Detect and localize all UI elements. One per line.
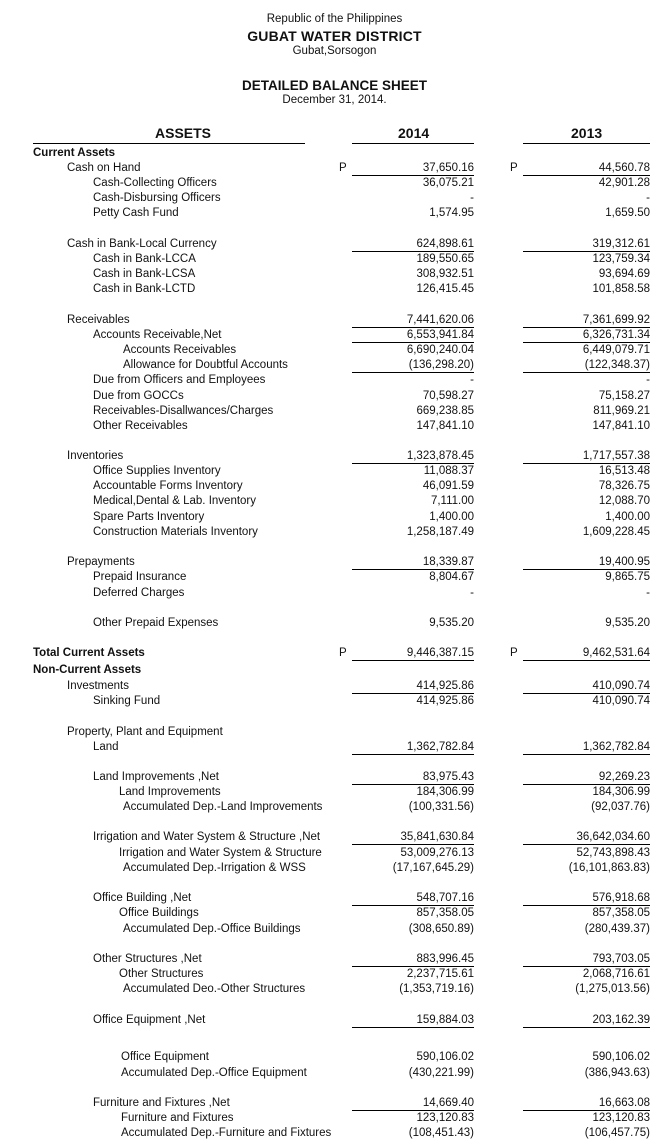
peso-sign-2013: P (510, 162, 518, 174)
table-row (0, 525, 669, 540)
assets-column-header: ASSETS (155, 125, 212, 141)
row-label: Current Assets (33, 147, 116, 159)
value-2014: 9,535.20 (429, 617, 474, 629)
value-2013: 42,901.28 (598, 177, 650, 189)
value-2014: 2,237,715.61 (406, 968, 474, 980)
value-2014: 9,446,387.15 (406, 647, 474, 659)
document-title: DETAILED BALANCE SHEET (241, 78, 427, 93)
value-2013: 9,535.20 (605, 617, 650, 629)
value-2014: 857,358.05 (416, 907, 474, 919)
value-2013: 410,090.74 (592, 680, 650, 692)
row-label: Construction Materials Inventory (93, 526, 258, 538)
row-label: Cash-Disbursing Officers (93, 192, 221, 204)
table-row (0, 1096, 669, 1111)
table-row (0, 663, 669, 678)
row-label: Accumulated Deo.-Other Structures (123, 983, 306, 995)
table-row (0, 785, 669, 800)
government-line: Republic of the Philippines (266, 13, 403, 25)
value-2014: 70,598.27 (422, 390, 474, 402)
row-label: Irrigation and Water System & Structure (119, 847, 322, 859)
value-2013: 203,162.39 (592, 1014, 650, 1026)
value-2014: - (470, 587, 474, 599)
row-label: Non-Current Assets (33, 664, 142, 676)
value-2014: 6,553,941.84 (406, 329, 474, 341)
row-label: Allowance for Doubtful Accounts (123, 359, 288, 371)
value-2013: 184,306.99 (592, 786, 650, 798)
row-label: Office Building ,Net (93, 892, 192, 904)
table-row (0, 616, 669, 631)
table-row (0, 891, 669, 906)
assets-header-rule (33, 143, 305, 144)
year-2014-header-rule (352, 143, 474, 144)
table-row (0, 343, 669, 358)
value-2014: 1,323,878.45 (406, 450, 474, 462)
value-2013: 147,841.10 (592, 420, 650, 432)
table-row (0, 846, 669, 861)
value-2013: 12,088.70 (598, 495, 650, 507)
table-row (0, 830, 669, 845)
value-2013: (386,943.63) (584, 1067, 650, 1079)
row-label: Accumulated Dep.-Land Improvements (123, 801, 323, 813)
value-2013: (16,101,863.83) (568, 862, 650, 874)
value-2013: 123,759.34 (592, 253, 650, 265)
table-row (0, 952, 669, 967)
table-row (0, 328, 669, 343)
value-2014: - (470, 374, 474, 386)
row-label: Furniture and Fixtures (121, 1112, 234, 1124)
table-row (0, 800, 669, 815)
peso-sign-2014: P (339, 162, 347, 174)
document-date: December 31, 2014. (282, 94, 387, 106)
underline-2013 (523, 1027, 650, 1028)
row-label: Spare Parts Inventory (93, 511, 205, 523)
value-2013: 1,609,228.45 (582, 526, 650, 538)
value-2014: (17,167,645.29) (392, 862, 474, 874)
table-row (0, 373, 669, 388)
value-2013: 101,858.58 (592, 283, 650, 295)
value-2014: 7,111.00 (430, 495, 474, 507)
value-2014: 35,841,630.84 (400, 831, 474, 843)
table-row (0, 176, 669, 191)
value-2013: 1,659.50 (605, 207, 650, 219)
value-2014: (100,331.56) (408, 801, 474, 813)
value-2014: (430,221.99) (408, 1067, 474, 1079)
row-label: Accumulated Dep.-Irrigation & WSS (123, 862, 306, 874)
table-row (0, 510, 669, 525)
row-label: Due from Officers and Employees (93, 374, 266, 386)
organization-name: GUBAT WATER DISTRICT (247, 28, 422, 44)
table-row (0, 1013, 669, 1028)
table-row (0, 146, 669, 161)
value-2014: 548,707.16 (416, 892, 474, 904)
row-label: Office Buildings (119, 907, 199, 919)
value-2013: 590,106.02 (592, 1051, 650, 1063)
value-2014: - (470, 192, 474, 204)
table-row (0, 161, 669, 176)
row-label: Accountable Forms Inventory (93, 480, 243, 492)
row-label: Inventories (67, 450, 124, 462)
row-label: Cash on Hand (67, 162, 141, 174)
year-2013-header-rule (523, 143, 650, 144)
underline-2014 (352, 660, 474, 661)
value-2014: 36,075.21 (422, 177, 474, 189)
value-2014: 308,932.51 (416, 268, 474, 280)
row-label: Furniture and Fixtures ,Net (93, 1097, 230, 1109)
table-row (0, 1126, 669, 1141)
value-2013: - (646, 587, 650, 599)
value-2013: 16,513.48 (598, 465, 650, 477)
value-2013: 410,090.74 (592, 695, 650, 707)
underline-2014 (352, 1027, 474, 1028)
value-2013: (280,439.37) (584, 923, 650, 935)
value-2014: (1,353,719.16) (399, 983, 474, 995)
table-row (0, 694, 669, 709)
value-2013: 44,560.78 (598, 162, 650, 174)
table-row (0, 389, 669, 404)
value-2014: 590,106.02 (416, 1051, 474, 1063)
row-label: Prepaid Insurance (93, 571, 187, 583)
table-row (0, 679, 669, 694)
value-2014: 669,238.85 (416, 405, 474, 417)
value-2014: 83,975.43 (422, 771, 474, 783)
row-label: Accumulated Dep.-Office Buildings (123, 923, 301, 935)
value-2013: 19,400.95 (598, 556, 650, 568)
row-label: Other Receivables (93, 420, 188, 432)
value-2013: (1,275,013.56) (575, 983, 650, 995)
value-2014: 18,339.87 (422, 556, 474, 568)
table-row (0, 646, 669, 661)
table-row (0, 419, 669, 434)
underline-2014 (352, 844, 474, 845)
year-2014-column-header: 2014 (398, 125, 430, 141)
row-label: Other Structures (119, 968, 204, 980)
row-label: Cash in Bank-LCSA (93, 268, 196, 280)
row-label: Office Equipment (121, 1051, 210, 1063)
row-label: Cash in Bank-LCTD (93, 283, 196, 295)
value-2014: 883,996.45 (416, 953, 474, 965)
value-2013: 6,326,731.34 (582, 329, 650, 341)
value-2013: (92,037.76) (591, 801, 650, 813)
table-row (0, 967, 669, 982)
row-label: Petty Cash Fund (93, 207, 179, 219)
value-2013: 319,312.61 (592, 238, 650, 250)
table-row (0, 206, 669, 221)
table-row (0, 237, 669, 252)
row-label: Office Equipment ,Net (93, 1014, 206, 1026)
value-2014: 1,574.95 (429, 207, 474, 219)
table-row (0, 570, 669, 585)
row-label: Deferred Charges (93, 587, 185, 599)
row-label: Accumulated Dep.-Office Equipment (121, 1067, 307, 1079)
value-2013: 1,717,557.38 (582, 450, 650, 462)
value-2013: 7,361,699.92 (582, 314, 650, 326)
row-label: Receivables-Disallwances/Charges (93, 405, 274, 417)
row-label: Investments (67, 680, 129, 692)
table-row (0, 252, 669, 267)
row-label: Accumulated Dep.-Furniture and Fixtures (121, 1127, 332, 1139)
value-2013: (106,457.75) (584, 1127, 650, 1139)
value-2013: - (646, 374, 650, 386)
value-2014: (136,298.20) (408, 359, 474, 371)
peso-sign-2013: P (510, 647, 518, 659)
value-2014: 6,690,240.04 (406, 344, 474, 356)
value-2013: - (646, 192, 650, 204)
value-2014: 159,884.03 (416, 1014, 474, 1026)
value-2013: 92,269.23 (598, 771, 650, 783)
table-row (0, 479, 669, 494)
value-2014: 7,441,620.06 (406, 314, 474, 326)
table-row (0, 449, 669, 464)
value-2014: 624,898.61 (416, 238, 474, 250)
table-row (0, 464, 669, 479)
row-label: Total Current Assets (33, 647, 145, 659)
row-label: Property, Plant and Equipment (67, 726, 223, 738)
value-2013: 1,400.00 (605, 511, 650, 523)
value-2013: 78,326.75 (598, 480, 650, 492)
row-label: Accounts Receivable,Net (93, 329, 222, 341)
value-2013: 16,663.08 (598, 1097, 650, 1109)
value-2013: 52,743,898.43 (576, 847, 650, 859)
value-2014: 414,925.86 (416, 680, 474, 692)
row-label: Prepayments (67, 556, 135, 568)
table-row (0, 922, 669, 937)
row-label: Cash-Collecting Officers (93, 177, 217, 189)
row-label: Sinking Fund (93, 695, 161, 707)
value-2014: 46,091.59 (422, 480, 474, 492)
table-row (0, 404, 669, 419)
value-2013: 6,449,079.71 (582, 344, 650, 356)
value-2014: 189,550.65 (416, 253, 474, 265)
value-2014: 1,258,187.49 (406, 526, 474, 538)
row-label: Medical,Dental & Lab. Inventory (93, 495, 257, 507)
value-2013: 793,703.05 (592, 953, 650, 965)
table-row (0, 1111, 669, 1126)
table-row (0, 267, 669, 282)
value-2014: 123,120.83 (416, 1112, 474, 1124)
value-2014: 14,669.40 (422, 1097, 474, 1109)
table-row (0, 282, 669, 297)
value-2014: (308,650.89) (408, 923, 474, 935)
underline-2013 (523, 754, 650, 755)
table-row (0, 358, 669, 373)
value-2013: 1,362,782.84 (582, 741, 650, 753)
value-2013: 36,642,034.60 (576, 831, 650, 843)
row-label: Irrigation and Water System & Structure ,Net (93, 831, 321, 843)
value-2014: 184,306.99 (416, 786, 474, 798)
value-2013: 811,969.21 (593, 405, 650, 417)
row-label: Other Structures ,Net (93, 953, 202, 965)
value-2014: 1,362,782.84 (406, 741, 474, 753)
value-2013: 123,120.83 (592, 1112, 650, 1124)
underline-2014 (352, 754, 474, 755)
table-row (0, 191, 669, 206)
row-label: Receivables (67, 314, 130, 326)
row-label: Other Prepaid Expenses (93, 617, 219, 629)
table-row (0, 1050, 669, 1065)
value-2013: 9,865.75 (605, 571, 650, 583)
row-label: Land (93, 741, 119, 753)
table-row (0, 1066, 669, 1081)
row-label: Due from GOCCs (93, 390, 184, 402)
value-2013: 9,462,531.64 (582, 647, 650, 659)
table-row (0, 313, 669, 328)
value-2013: 93,694.69 (598, 268, 650, 280)
underline-2013 (523, 660, 650, 661)
value-2014: 53,009,276.13 (400, 847, 474, 859)
table-row (0, 861, 669, 876)
row-label: Cash in Bank-Local Currency (67, 238, 217, 250)
value-2014: 1,400.00 (429, 511, 474, 523)
value-2014: 11,088.37 (423, 465, 474, 477)
row-label: Land Improvements (119, 786, 221, 798)
value-2014: 8,804.67 (429, 571, 474, 583)
table-row (0, 555, 669, 570)
value-2014: 37,650.16 (422, 162, 474, 174)
table-row (0, 740, 669, 755)
value-2014: 414,925.86 (416, 695, 474, 707)
value-2014: 147,841.10 (416, 420, 474, 432)
row-label: Land Improvements ,Net (93, 771, 219, 783)
row-label: Accounts Receivables (123, 344, 237, 356)
row-label: Cash in Bank-LCCA (93, 253, 196, 265)
value-2013: (122,348.37) (584, 359, 650, 371)
value-2013: 857,358.05 (592, 907, 650, 919)
table-row (0, 906, 669, 921)
peso-sign-2014: P (339, 647, 347, 659)
row-label: Office Supplies Inventory (93, 465, 221, 477)
year-2013-column-header: 2013 (571, 125, 603, 141)
value-2013: 2,068,716.61 (582, 968, 650, 980)
value-2013: 75,158.27 (598, 390, 650, 402)
value-2014: 126,415.45 (416, 283, 474, 295)
organization-location: Gubat,Sorsogon (292, 45, 377, 57)
table-row (0, 982, 669, 997)
value-2013: 576,918.68 (592, 892, 650, 904)
table-row (0, 494, 669, 509)
table-row (0, 725, 669, 740)
table-row (0, 770, 669, 785)
table-row (0, 586, 669, 601)
value-2014: (108,451.43) (408, 1127, 474, 1139)
underline-2013 (523, 844, 650, 845)
